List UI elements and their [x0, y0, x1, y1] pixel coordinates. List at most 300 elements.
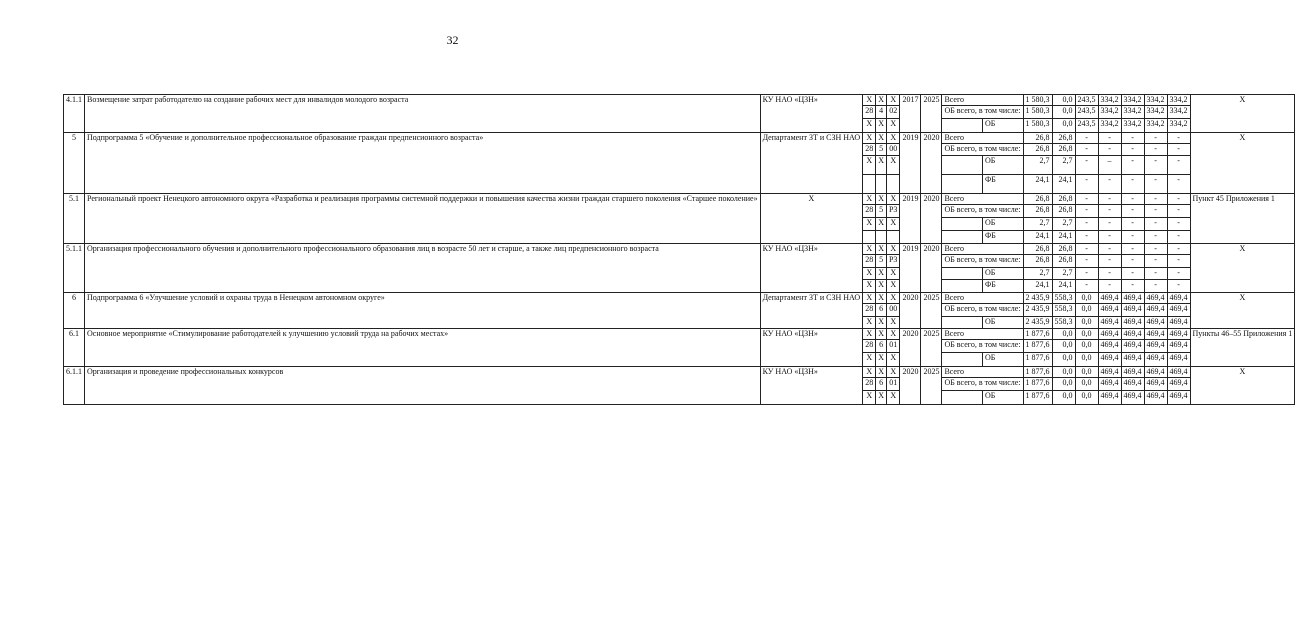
empty-cell	[942, 231, 983, 244]
amount-cell: -	[1075, 144, 1098, 156]
amount-cell: 469,4	[1167, 391, 1190, 405]
row-number: 5.1	[64, 194, 85, 244]
budget-table	[63, 94, 1295, 405]
budget-code-cell: 5	[876, 205, 887, 218]
amount-cell: 469,4	[1121, 340, 1144, 353]
budget-code-cell: Х	[863, 194, 876, 205]
amount-cell: -	[1121, 205, 1144, 218]
budget-code-cell: 01	[886, 340, 899, 353]
amount-cell: -	[1121, 133, 1144, 144]
amount-cell: -	[1098, 231, 1121, 244]
amount-cell: 469,4	[1167, 304, 1190, 317]
start-year: 2019	[900, 194, 921, 244]
budget-code-cell: Х	[886, 268, 899, 280]
amount-cell: -	[1144, 156, 1167, 175]
start-year: 2019	[900, 133, 921, 194]
amount-cell: 26,8	[1052, 133, 1075, 144]
amount-cell: 334,2	[1121, 95, 1144, 106]
amount-cell: -	[1075, 280, 1098, 293]
budget-code-cell: Х	[886, 218, 899, 231]
amount-cell: 0,0	[1052, 391, 1075, 405]
amount-cell: -	[1167, 156, 1190, 175]
end-year: 2025	[921, 293, 942, 329]
amount-cell: 469,4	[1144, 378, 1167, 391]
amount-cell: 0,0	[1075, 391, 1098, 405]
budget-code-cell: Х	[863, 119, 876, 133]
table-row	[64, 293, 1295, 304]
budget-code-cell: Х	[886, 244, 899, 255]
funding-source: ОБ	[982, 119, 1023, 133]
amount-cell: 1 580,3	[1023, 106, 1052, 119]
amount-cell: -	[1121, 175, 1144, 194]
amount-cell: 1 877,6	[1023, 378, 1052, 391]
funding-source: ОБ	[982, 218, 1023, 231]
amount-cell: -	[1144, 244, 1167, 255]
amount-cell: -	[1075, 133, 1098, 144]
amount-cell: 0,0	[1052, 353, 1075, 367]
empty-cell	[876, 175, 887, 194]
amount-cell: 469,4	[1098, 378, 1121, 391]
budget-code-cell: Х	[876, 280, 887, 293]
funding-source: Всего	[942, 367, 1023, 378]
amount-cell: -	[1144, 231, 1167, 244]
funding-source: ОБ всего, в том числе:	[942, 378, 1023, 391]
amount-cell: 26,8	[1052, 205, 1075, 218]
budget-code-cell: 5	[876, 255, 887, 268]
funding-source: ОБ всего, в том числе:	[942, 205, 1023, 218]
budget-code-cell: Х	[863, 367, 876, 378]
amount-cell: -	[1075, 175, 1098, 194]
amount-cell: 243,5	[1075, 119, 1098, 133]
amount-cell: 469,4	[1098, 317, 1121, 329]
amount-cell: -	[1121, 268, 1144, 280]
amount-cell: 0,0	[1052, 378, 1075, 391]
amount-cell: -	[1167, 194, 1190, 205]
table-row	[64, 95, 1295, 106]
funding-source: Всего	[942, 329, 1023, 340]
budget-code-cell: Р3	[886, 255, 899, 268]
empty-cell	[942, 156, 983, 175]
budget-code-cell: Х	[886, 280, 899, 293]
amount-cell: -	[1098, 175, 1121, 194]
budget-code-cell: Х	[876, 391, 887, 405]
budget-code-cell: 6	[876, 304, 887, 317]
amount-cell: 243,5	[1075, 106, 1098, 119]
budget-code-cell: Х	[876, 119, 887, 133]
amount-cell: 1 877,6	[1023, 391, 1052, 405]
amount-cell: -	[1075, 194, 1098, 205]
amount-cell: -	[1144, 194, 1167, 205]
row-result: Пункты 46–55 Приложения 1	[1190, 329, 1295, 367]
row-executor: Департамент ЗТ и СЗН НАО	[760, 293, 863, 329]
amount-cell: 0,0	[1075, 367, 1098, 378]
amount-cell: 1 580,3	[1023, 95, 1052, 106]
table-row	[64, 329, 1295, 340]
amount-cell: -	[1098, 268, 1121, 280]
amount-cell: -	[1167, 255, 1190, 268]
amount-cell: 24,1	[1052, 231, 1075, 244]
budget-code-cell: Х	[876, 244, 887, 255]
budget-code-cell: Х	[886, 353, 899, 367]
amount-cell: -	[1121, 244, 1144, 255]
budget-code-cell: 02	[886, 106, 899, 119]
row-name: Региональный проект Ненецкого автономного округа «Разработка и реализация программы системной поддержки и повышения качества жизни граждан старшего поколения «Старшее поколение»	[85, 194, 761, 244]
amount-cell: 558,3	[1052, 304, 1075, 317]
amount-cell: -	[1167, 218, 1190, 231]
budget-code-cell: 5	[876, 144, 887, 156]
amount-cell: 558,3	[1052, 293, 1075, 304]
amount-cell: 2,7	[1052, 156, 1075, 175]
row-result: Х	[1190, 95, 1295, 133]
amount-cell: -	[1098, 244, 1121, 255]
funding-source: Всего	[942, 293, 1023, 304]
amount-cell: 2 435,9	[1023, 317, 1052, 329]
budget-code-cell: 28	[863, 205, 876, 218]
budget-code-cell: Х	[876, 329, 887, 340]
end-year: 2025	[921, 367, 942, 405]
budget-code-cell: Х	[886, 391, 899, 405]
amount-cell: 0,0	[1052, 340, 1075, 353]
budget-code-cell: Х	[886, 194, 899, 205]
amount-cell: 469,4	[1098, 367, 1121, 378]
budget-code-cell: 28	[863, 144, 876, 156]
table-row	[64, 194, 1295, 205]
amount-cell: 334,2	[1167, 119, 1190, 133]
row-number: 4.1.1	[64, 95, 85, 133]
amount-cell: 469,4	[1098, 353, 1121, 367]
budget-code-cell: Х	[863, 244, 876, 255]
funding-source: ФБ	[982, 231, 1023, 244]
funding-source: ФБ	[982, 280, 1023, 293]
budget-code-cell: Х	[886, 293, 899, 304]
row-name: Организация и проведение профессиональных конкурсов	[85, 367, 761, 405]
amount-cell: 469,4	[1121, 329, 1144, 340]
funding-source: ОБ	[982, 391, 1023, 405]
amount-cell: -	[1098, 218, 1121, 231]
budget-code-cell: Х	[876, 194, 887, 205]
funding-source: ФБ	[982, 175, 1023, 194]
amount-cell: -	[1098, 280, 1121, 293]
amount-cell: 0,0	[1052, 367, 1075, 378]
amount-cell: 469,4	[1167, 293, 1190, 304]
start-year: 2020	[900, 293, 921, 329]
budget-code-cell: Х	[886, 317, 899, 329]
amount-cell: 0,0	[1075, 353, 1098, 367]
amount-cell: 0,0	[1075, 293, 1098, 304]
funding-source: ОБ всего, в том числе:	[942, 304, 1023, 317]
amount-cell: 469,4	[1167, 367, 1190, 378]
start-year: 2020	[900, 367, 921, 405]
amount-cell: 26,8	[1023, 244, 1052, 255]
budget-code-cell: Х	[863, 156, 876, 175]
budget-code-cell: Х	[876, 133, 887, 144]
amount-cell: 334,2	[1144, 95, 1167, 106]
row-number: 6.1.1	[64, 367, 85, 405]
funding-source: ОБ всего, в том числе:	[942, 255, 1023, 268]
amount-cell: 1 877,6	[1023, 367, 1052, 378]
amount-cell: 0,0	[1075, 317, 1098, 329]
amount-cell: -	[1144, 255, 1167, 268]
amount-cell: 558,3	[1052, 317, 1075, 329]
amount-cell: 469,4	[1144, 293, 1167, 304]
budget-code-cell: Х	[876, 353, 887, 367]
empty-cell	[942, 317, 983, 329]
budget-code-cell: 28	[863, 106, 876, 119]
amount-cell: 469,4	[1121, 367, 1144, 378]
row-executor: Департамент ЗТ и СЗН НАО	[760, 133, 863, 194]
amount-cell: 26,8	[1023, 255, 1052, 268]
start-year: 2019	[900, 244, 921, 293]
row-name: Подпрограмма 5 «Обучение и дополнительное профессиональное образование граждан предпенсионного возраста»	[85, 133, 761, 194]
table-row	[64, 133, 1295, 144]
amount-cell: 0,0	[1075, 329, 1098, 340]
budget-code-cell: Х	[863, 133, 876, 144]
end-year: 2020	[921, 244, 942, 293]
row-number: 6.1	[64, 329, 85, 367]
amount-cell: 469,4	[1167, 353, 1190, 367]
amount-cell: 26,8	[1052, 255, 1075, 268]
amount-cell: 469,4	[1121, 378, 1144, 391]
amount-cell: 1 877,6	[1023, 329, 1052, 340]
budget-code-cell: Х	[886, 156, 899, 175]
budget-code-cell: 6	[876, 378, 887, 391]
budget-code-cell: Х	[863, 293, 876, 304]
budget-code-cell: Х	[886, 133, 899, 144]
budget-code-cell: Х	[876, 293, 887, 304]
empty-cell	[876, 231, 887, 244]
empty-cell	[942, 119, 983, 133]
budget-code-cell: 28	[863, 340, 876, 353]
amount-cell: 2,7	[1023, 268, 1052, 280]
table-row	[64, 367, 1295, 378]
amount-cell: -	[1121, 194, 1144, 205]
row-executor: КУ НАО «ЦЗН»	[760, 95, 863, 133]
amount-cell: 469,4	[1144, 340, 1167, 353]
budget-code-cell: Х	[863, 280, 876, 293]
amount-cell: 469,4	[1167, 340, 1190, 353]
amount-cell: 0,0	[1052, 106, 1075, 119]
amount-cell: 0,0	[1052, 95, 1075, 106]
row-executor: КУ НАО «ЦЗН»	[760, 329, 863, 367]
amount-cell: 469,4	[1121, 304, 1144, 317]
amount-cell: 469,4	[1144, 329, 1167, 340]
budget-code-cell: 00	[886, 144, 899, 156]
row-result: Пункт 45 Приложения 1	[1190, 194, 1295, 244]
budget-code-cell: Х	[886, 119, 899, 133]
amount-cell: –	[1098, 156, 1121, 175]
amount-cell: -	[1144, 205, 1167, 218]
funding-source: ОБ всего, в том числе:	[942, 106, 1023, 119]
budget-code-cell: 6	[876, 340, 887, 353]
start-year: 2017	[900, 95, 921, 133]
amount-cell: -	[1167, 244, 1190, 255]
amount-cell: -	[1121, 255, 1144, 268]
budget-code-cell: 4	[876, 106, 887, 119]
amount-cell: 469,4	[1098, 391, 1121, 405]
amount-cell: 2 435,9	[1023, 293, 1052, 304]
amount-cell: -	[1098, 194, 1121, 205]
budget-code-cell: Х	[863, 329, 876, 340]
amount-cell: -	[1167, 280, 1190, 293]
budget-code-cell: 28	[863, 378, 876, 391]
empty-cell	[863, 175, 876, 194]
amount-cell: 24,1	[1023, 231, 1052, 244]
amount-cell: 469,4	[1144, 304, 1167, 317]
amount-cell: -	[1144, 280, 1167, 293]
amount-cell: -	[1075, 156, 1098, 175]
row-number: 6	[64, 293, 85, 329]
budget-code-cell: 28	[863, 304, 876, 317]
amount-cell: -	[1098, 133, 1121, 144]
amount-cell: 26,8	[1023, 205, 1052, 218]
budget-code-cell: Р3	[886, 205, 899, 218]
amount-cell: 469,4	[1121, 353, 1144, 367]
budget-code-cell: Х	[863, 353, 876, 367]
row-name: Организация профессионального обучения и дополнительного профессионального образования лиц в возрасте 50 лет и старше, а также лиц предпенсионного возраста	[85, 244, 761, 293]
amount-cell: 1 877,6	[1023, 340, 1052, 353]
amount-cell: -	[1167, 175, 1190, 194]
end-year: 2020	[921, 133, 942, 194]
amount-cell: 2 435,9	[1023, 304, 1052, 317]
row-number: 5	[64, 133, 85, 194]
amount-cell: 334,2	[1121, 119, 1144, 133]
amount-cell: 334,2	[1098, 95, 1121, 106]
funding-source: ОБ	[982, 156, 1023, 175]
amount-cell: 2,7	[1052, 268, 1075, 280]
amount-cell: -	[1144, 144, 1167, 156]
row-executor: Х	[760, 194, 863, 244]
budget-code-cell: Х	[886, 95, 899, 106]
amount-cell: 334,2	[1167, 95, 1190, 106]
amount-cell: 469,4	[1144, 317, 1167, 329]
end-year: 2020	[921, 194, 942, 244]
amount-cell: 2,7	[1023, 156, 1052, 175]
amount-cell: 334,2	[1144, 106, 1167, 119]
amount-cell: 2,7	[1023, 218, 1052, 231]
empty-cell	[942, 175, 983, 194]
budget-code-cell: Х	[876, 156, 887, 175]
amount-cell: 0,0	[1075, 340, 1098, 353]
row-number: 5.1.1	[64, 244, 85, 293]
amount-cell: -	[1075, 218, 1098, 231]
end-year: 2025	[921, 329, 942, 367]
amount-cell: -	[1167, 268, 1190, 280]
amount-cell: 334,2	[1098, 119, 1121, 133]
table-row	[64, 244, 1295, 255]
empty-cell	[942, 218, 983, 231]
amount-cell: -	[1144, 218, 1167, 231]
amount-cell: 24,1	[1023, 175, 1052, 194]
budget-code-cell: Х	[863, 268, 876, 280]
amount-cell: 24,1	[1052, 175, 1075, 194]
empty-cell	[942, 268, 983, 280]
amount-cell: 0,0	[1075, 378, 1098, 391]
row-name: Подпрограмма 6 «Улучшение условий и охраны труда в Ненецком автономном округе»	[85, 293, 761, 329]
amount-cell: -	[1121, 218, 1144, 231]
empty-cell	[863, 231, 876, 244]
row-name: Возмещение затрат работодателю на создание рабочих мест для инвалидов молодого возраста	[85, 95, 761, 133]
budget-code-cell: Х	[876, 317, 887, 329]
empty-cell	[942, 391, 983, 405]
amount-cell: -	[1167, 133, 1190, 144]
row-name: Основное мероприятие «Стимулирование работодателей к улучшению условий труда на рабочих местах»	[85, 329, 761, 367]
budget-code-cell: Х	[876, 95, 887, 106]
empty-cell	[942, 353, 983, 367]
amount-cell: 469,4	[1098, 293, 1121, 304]
amount-cell: 469,4	[1167, 329, 1190, 340]
amount-cell: -	[1144, 133, 1167, 144]
budget-code-cell: 00	[886, 304, 899, 317]
budget-code-cell: Х	[886, 329, 899, 340]
budget-code-cell: Х	[863, 218, 876, 231]
amount-cell: 469,4	[1098, 340, 1121, 353]
amount-cell: 469,4	[1098, 329, 1121, 340]
amount-cell: 334,2	[1098, 106, 1121, 119]
budget-code-cell: Х	[886, 367, 899, 378]
funding-source: ОБ	[982, 317, 1023, 329]
start-year: 2020	[900, 329, 921, 367]
amount-cell: -	[1075, 244, 1098, 255]
row-executor: КУ НАО «ЦЗН»	[760, 244, 863, 293]
amount-cell: -	[1098, 205, 1121, 218]
row-result: Х	[1190, 133, 1295, 194]
budget-code-cell: Х	[863, 317, 876, 329]
amount-cell: 334,2	[1144, 119, 1167, 133]
amount-cell: 0,0	[1052, 119, 1075, 133]
page-number: 32	[446, 33, 459, 47]
amount-cell: 2,7	[1052, 218, 1075, 231]
empty-cell	[886, 231, 899, 244]
row-executor: КУ НАО «ЦЗН»	[760, 367, 863, 405]
amount-cell: -	[1098, 255, 1121, 268]
end-year: 2025	[921, 95, 942, 133]
amount-cell: 0,0	[1075, 304, 1098, 317]
empty-cell	[942, 280, 983, 293]
budget-code-cell: Х	[876, 268, 887, 280]
budget-code-cell: Х	[876, 367, 887, 378]
funding-source: ОБ всего, в том числе:	[942, 144, 1023, 156]
amount-cell: -	[1144, 268, 1167, 280]
amount-cell: 26,8	[1023, 133, 1052, 144]
amount-cell: 24,1	[1023, 280, 1052, 293]
amount-cell: -	[1121, 280, 1144, 293]
amount-cell: 1 580,3	[1023, 119, 1052, 133]
amount-cell: 243,5	[1075, 95, 1098, 106]
budget-code-cell: Х	[863, 391, 876, 405]
funding-source: Всего	[942, 194, 1023, 205]
amount-cell: 469,4	[1121, 317, 1144, 329]
funding-source: Всего	[942, 95, 1023, 106]
amount-cell: 26,8	[1052, 144, 1075, 156]
amount-cell: 334,2	[1167, 106, 1190, 119]
amount-cell: 26,8	[1023, 194, 1052, 205]
funding-source: Всего	[942, 244, 1023, 255]
amount-cell: 469,4	[1144, 391, 1167, 405]
budget-code-cell: 01	[886, 378, 899, 391]
amount-cell: 26,8	[1052, 244, 1075, 255]
amount-cell: -	[1121, 231, 1144, 244]
amount-cell: 469,4	[1121, 391, 1144, 405]
amount-cell: 469,4	[1121, 293, 1144, 304]
amount-cell: 469,4	[1167, 378, 1190, 391]
budget-code-cell: Х	[876, 218, 887, 231]
amount-cell: 469,4	[1144, 353, 1167, 367]
row-result: Х	[1190, 293, 1295, 329]
amount-cell: -	[1075, 205, 1098, 218]
funding-source: Всего	[942, 133, 1023, 144]
amount-cell: -	[1144, 175, 1167, 194]
amount-cell: 334,2	[1121, 106, 1144, 119]
